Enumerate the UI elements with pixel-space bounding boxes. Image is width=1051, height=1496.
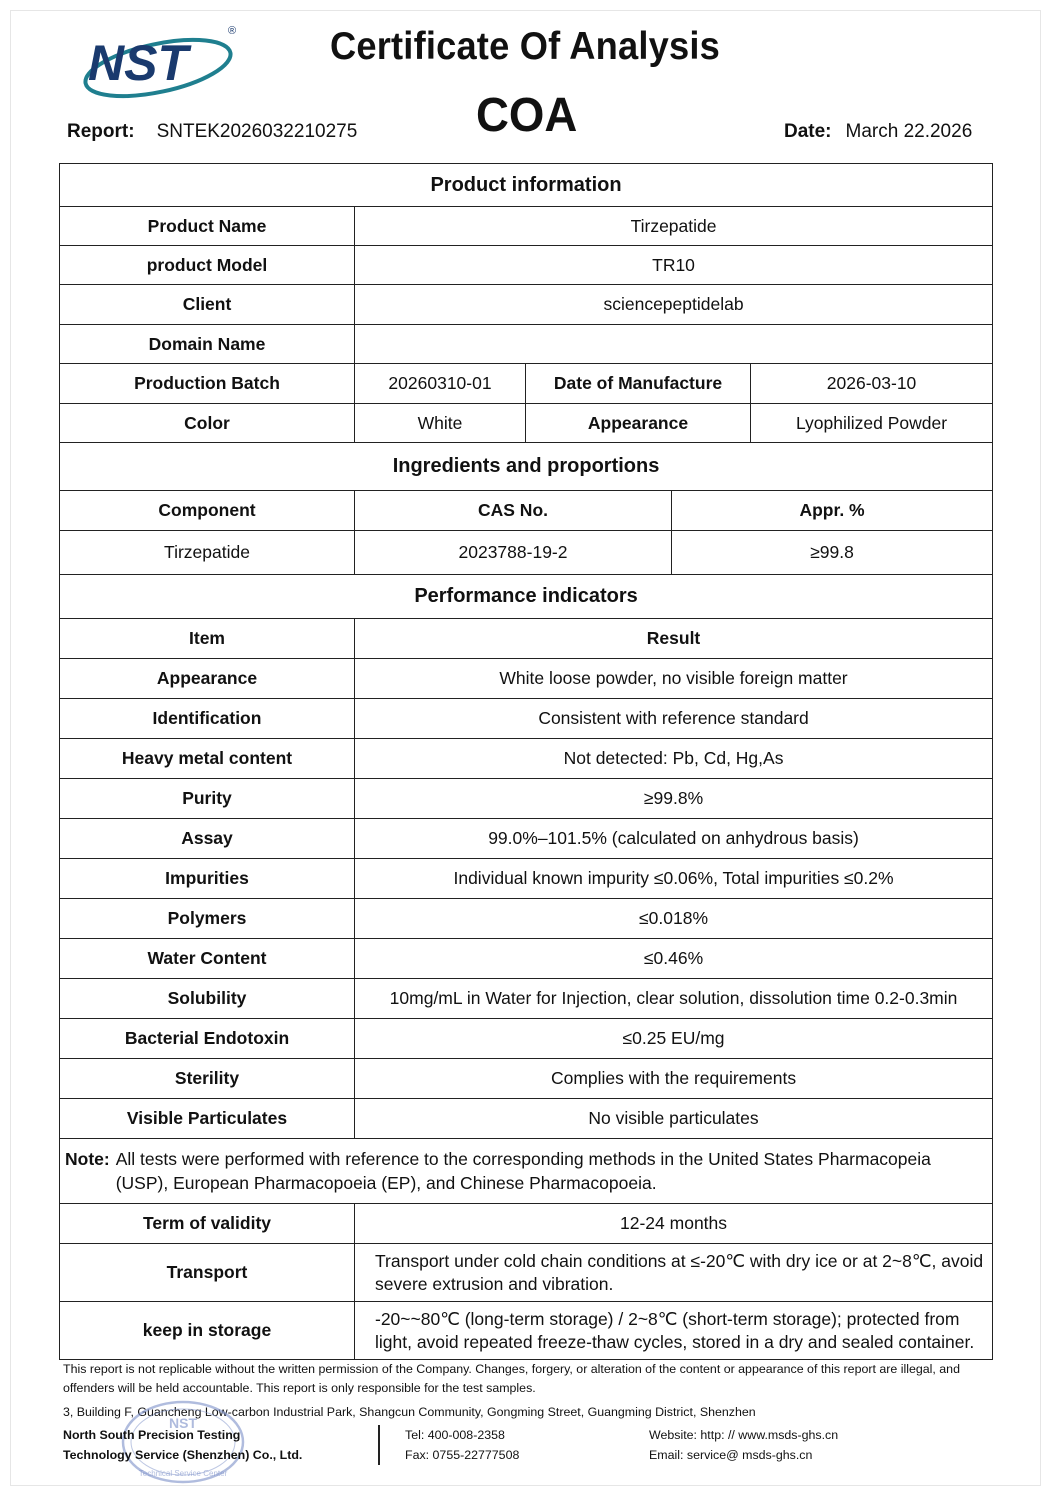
indicator-item: Purity (60, 779, 355, 819)
indicator-item: Water Content (60, 939, 355, 979)
note-text: All tests were performed with reference to the corresponding methods in the United States Pharmacopeia (USP), European Pharmacopoeia (EP), and Chinese Pharmacopoeia. (115, 1149, 931, 1193)
company-name (63, 1425, 302, 1465)
note-label: Note: (65, 1149, 110, 1169)
indicator-result: ≤0.25 EU/mg (355, 1019, 993, 1059)
phone-contacts (405, 1425, 519, 1465)
client-value: sciencepeptidelab (355, 285, 993, 325)
indicator-item: Sterility (60, 1059, 355, 1099)
company-name-line1: North South Precision Testing (63, 1428, 241, 1442)
indicator-item: Bacterial Endotoxin (60, 1019, 355, 1059)
web-contacts (649, 1425, 838, 1465)
product-name-value: Tirzepatide (355, 207, 993, 246)
table-row (60, 659, 993, 699)
document-subtitle: COA (476, 89, 578, 142)
indicator-result: ≥99.8% (355, 779, 993, 819)
result-column-header: Result (355, 619, 993, 659)
table-row (60, 285, 993, 325)
date-label: Date: (784, 121, 832, 142)
fax: Fax: 0755-22777508 (405, 1448, 520, 1462)
indicator-result: White loose powder, no visible foreign matter (355, 659, 993, 699)
document-title: Certificate Of Analysis (330, 25, 720, 68)
ingredients-heading: Ingredients and proportions (60, 443, 993, 491)
stamp-text-bottom: Technical Service Center (138, 1469, 228, 1478)
appearance-value: Lyophilized Powder (751, 404, 993, 443)
table-row (60, 207, 993, 246)
note-cell (60, 1139, 993, 1204)
email[interactable]: Email: service@ msds-ghs.cn (649, 1448, 813, 1462)
table-row (60, 531, 993, 575)
table-row (60, 699, 993, 739)
color-label: Color (60, 404, 355, 443)
indicator-item: Appearance (60, 659, 355, 699)
percent-column-header: Appr. % (672, 491, 993, 531)
manufacture-date-value: 2026-03-10 (751, 364, 993, 404)
table-row (60, 404, 993, 443)
indicator-result: Consistent with reference standard (355, 699, 993, 739)
logo-text: NST (88, 35, 188, 91)
report-date (784, 121, 972, 143)
cas-cell: 2023788-19-2 (355, 531, 672, 575)
performance-heading: Performance indicators (60, 575, 993, 619)
indicator-result: ≤0.018% (355, 899, 993, 939)
indicator-item: Heavy metal content (60, 739, 355, 779)
coa-table (59, 163, 993, 1360)
table-row (60, 325, 993, 364)
production-batch-value: 20260310-01 (355, 364, 526, 404)
product-info-heading: Product information (60, 164, 993, 207)
report-value: SNTEK2026032210275 (156, 121, 358, 142)
table-row (60, 1204, 993, 1244)
indicator-item: Solubility (60, 979, 355, 1019)
tel: Tel: 400-008-2358 (405, 1428, 505, 1442)
table-row (60, 859, 993, 899)
table-row (60, 819, 993, 859)
client-label: Client (60, 285, 355, 325)
date-value: March 22.2026 (845, 121, 973, 142)
table-row (60, 1099, 993, 1139)
table-row (60, 979, 993, 1019)
transport-label: Transport (60, 1244, 355, 1302)
report-number (67, 121, 357, 143)
component-column-header: Component (60, 491, 355, 531)
stamp-text-top: NST (169, 1415, 197, 1431)
footer-divider (378, 1425, 380, 1465)
percent-cell: ≥99.8 (672, 531, 993, 575)
table-row (60, 939, 993, 979)
indicator-result: Complies with the requirements (355, 1059, 993, 1099)
storage-value: -20~~80℃ (long-term storage) / 2~8℃ (short-term storage); protected from light, avoid repeated freeze-thaw cycles, stored in a dry and sealed container. (355, 1302, 993, 1360)
color-value: White (355, 404, 526, 443)
table-row (60, 364, 993, 404)
table-row (60, 899, 993, 939)
indicator-result: 10mg/mL in Water for Injection, clear solution, dissolution time 0.2-0.3min (355, 979, 993, 1019)
table-row (60, 779, 993, 819)
company-address: 3, Building F, Guancheng Low-carbon Industrial Park, Shangcun Community, Gongming Street, Guangming District, Shenzhen (63, 1405, 756, 1419)
indicator-item: Polymers (60, 899, 355, 939)
indicator-result: 99.0%–101.5% (calculated on anhydrous basis) (355, 819, 993, 859)
indicator-item: Impurities (60, 859, 355, 899)
indicator-item: Assay (60, 819, 355, 859)
indicator-result: Individual known impurity ≤0.06%, Total impurities ≤0.2% (355, 859, 993, 899)
table-row (60, 491, 993, 531)
item-column-header: Item (60, 619, 355, 659)
table-row (60, 1059, 993, 1099)
transport-value: Transport under cold chain conditions at ≤-20℃ with dry ice or at 2~8℃, avoid severe extrusion and vibration. (355, 1244, 993, 1302)
appearance-label: Appearance (526, 404, 751, 443)
report-label: Report: (67, 121, 135, 142)
domain-name-value (355, 325, 993, 364)
indicator-result: ≤0.46% (355, 939, 993, 979)
product-name-label: Product Name (60, 207, 355, 246)
production-batch-label: Production Batch (60, 364, 355, 404)
indicator-result: No visible particulates (355, 1099, 993, 1139)
storage-label: keep in storage (60, 1302, 355, 1360)
component-cell: Tirzepatide (60, 531, 355, 575)
validity-value: 12-24 months (355, 1204, 993, 1244)
indicator-item: Visible Particulates (60, 1099, 355, 1139)
table-row (60, 619, 993, 659)
nst-logo (78, 16, 248, 106)
cas-column-header: CAS No. (355, 491, 672, 531)
indicator-item: Identification (60, 699, 355, 739)
table-row (60, 1302, 993, 1360)
website[interactable]: Website: http: // www.msds-ghs.cn (649, 1428, 839, 1442)
domain-name-label: Domain Name (60, 325, 355, 364)
table-row (60, 1244, 993, 1302)
product-model-value: TR10 (355, 246, 993, 285)
company-name-line2: Technology Service (Shenzhen) Co., Ltd. (63, 1448, 303, 1462)
validity-label: Term of validity (60, 1204, 355, 1244)
product-model-label: product Model (60, 246, 355, 285)
table-row (60, 739, 993, 779)
disclaimer: This report is not replicable without the written permission of the Company. Changes, forgery, or alteration of the content or appearance of this report are illegal, and offenders will be held accountable. This report is only responsible for the test samples. (63, 1362, 960, 1395)
manufacture-date-label: Date of Manufacture (526, 364, 751, 404)
table-row (60, 1019, 993, 1059)
logo-registered-mark: ® (228, 25, 237, 37)
table-row (60, 246, 993, 285)
indicator-result: Not detected: Pb, Cd, Hg,As (355, 739, 993, 779)
table-row (60, 1139, 993, 1204)
